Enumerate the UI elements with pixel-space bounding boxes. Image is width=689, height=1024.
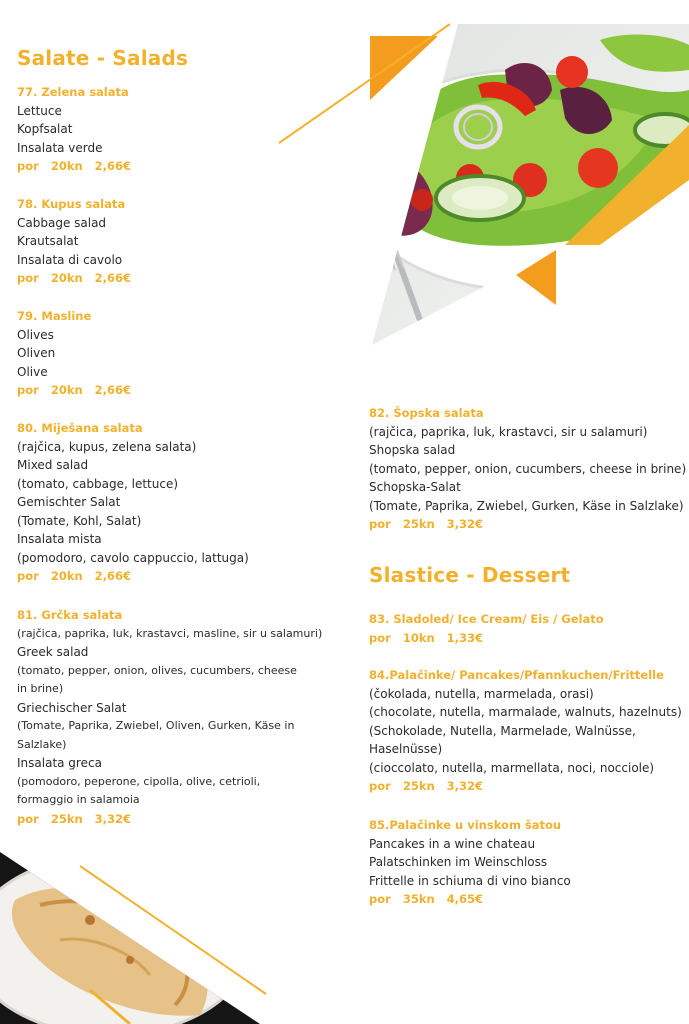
menu-item-82: [369, 404, 689, 534]
item-desc-line: (rajčica, paprika, luk, krastavci, sir u salamuri): [369, 424, 648, 439]
item-desc-line: (rajčica, kupus, zelena salata): [17, 439, 197, 454]
item-desc-line: Insalata di cavolo: [17, 252, 123, 267]
item-desc-line: Pancakes in a wine chateau: [369, 836, 536, 851]
item-desc-line: (Tomate, Paprika, Zwiebel, Gurken, Käse in Salzlake): [369, 498, 684, 513]
item-title: 82. Šopska salata: [369, 406, 484, 420]
item-desc-line: (pomodoro, cavolo cappuccio, lattuga): [17, 550, 249, 565]
item-desc-line: (pomodoro, peperone, cipolla, olive, cetrioli, formaggio in salamoia: [17, 774, 261, 806]
item-desc-line: Griechischer Salat: [17, 700, 127, 715]
item-title: 77. Zelena salata: [17, 85, 129, 99]
item-desc-line: (Tomate, Kohl, Salat): [17, 513, 142, 528]
menu-item-81: [17, 606, 323, 828]
item-desc-line: (Schokolade, Nutella, Marmelade, Walnüsse, Haselnüsse): [369, 723, 636, 756]
menu-item-78: [17, 195, 337, 288]
item-desc-line: (cioccolato, nutella, marmellata, noci, nocciole): [369, 760, 655, 775]
item-title: 80. Miješana salata: [17, 421, 143, 435]
item-price: por 10kn 1,33€: [369, 630, 484, 645]
item-title: 85.Palačinke u vinskom šatou: [369, 818, 562, 832]
item-desc-line: Lettuce: [17, 103, 62, 118]
item-desc-line: (Tomate, Paprika, Zwiebel, Oliven, Gurken, Käse in Salzlake): [17, 719, 295, 751]
item-desc-line: Olives: [17, 327, 54, 342]
item-desc-line: (chocolate, nutella, marmalade, walnuts, hazelnuts): [369, 705, 682, 719]
item-desc-line: Insalata verde: [17, 140, 103, 155]
pancake-photo: [0, 840, 300, 1024]
item-desc-line: Shopska salad: [369, 443, 456, 457]
item-desc-line: Kopfsalat: [17, 122, 73, 136]
menu-item-83: [369, 610, 689, 647]
section-title-dessert: Slastice - Dessert: [369, 563, 571, 587]
item-price: por 20kn 2,66€: [17, 569, 132, 583]
item-price: por 25kn 3,32€: [369, 517, 484, 531]
item-desc-line: Palatschinken im Weinschloss: [369, 855, 548, 869]
item-title: 79. Masline: [17, 309, 92, 323]
item-desc-line: (rajčica, paprika, luk, krastavci, masline, sir u salamuri): [17, 626, 323, 640]
item-desc-line: (tomato, pepper, onion, cucumbers, cheese in brine): [369, 461, 687, 476]
item-desc-line: Oliven: [17, 346, 56, 360]
menu-item-79: [17, 307, 337, 400]
item-desc-line: Schopska-Salat: [369, 480, 461, 494]
menu-item-84: [369, 666, 682, 796]
section-title-salads: Salate - Salads: [17, 46, 189, 70]
item-price: por 20kn 2,66€: [17, 383, 132, 397]
item-title: 81. Grčka salata: [17, 608, 123, 622]
item-desc-line: Krautsalat: [17, 234, 79, 248]
item-desc-line: (tomato, cabbage, lettuce): [17, 476, 179, 491]
item-title: 83. Sladoled/ Ice Cream/ Eis / Gelato: [369, 612, 604, 626]
menu-item-80: [17, 419, 337, 586]
item-title: 78. Kupus salata: [17, 197, 126, 211]
item-desc-line: (tomato, pepper, onion, olives, cucumbers, cheese in brine): [17, 663, 297, 695]
menu-item-85: [369, 816, 689, 909]
item-desc-line: Olive: [17, 364, 48, 379]
item-price: por 20kn 2,66€: [17, 271, 132, 285]
item-desc-line: Greek salad: [17, 645, 89, 659]
item-price: por 25kn 3,32€: [369, 779, 484, 793]
item-price: por 20kn 2,66€: [17, 159, 132, 173]
item-desc-line: Insalata mista: [17, 532, 102, 546]
menu-item-77: [17, 83, 337, 176]
item-title: 84.Palačinke/ Pancakes/Pfannkuchen/Frittelle: [369, 668, 664, 682]
item-desc-line: Gemischter Salat: [17, 495, 121, 509]
item-price: por 25kn 3,32€: [17, 811, 132, 826]
item-desc-line: Frittelle in schiuma di vino bianco: [369, 873, 571, 888]
item-desc-line: Cabbage salad: [17, 215, 107, 230]
item-desc-line: (čokolada, nutella, marmelada, orasi): [369, 686, 594, 701]
item-desc-line: Mixed salad: [17, 458, 89, 472]
item-desc-line: Insalata greca: [17, 756, 102, 770]
item-price: por 35kn 4,65€: [369, 892, 484, 906]
